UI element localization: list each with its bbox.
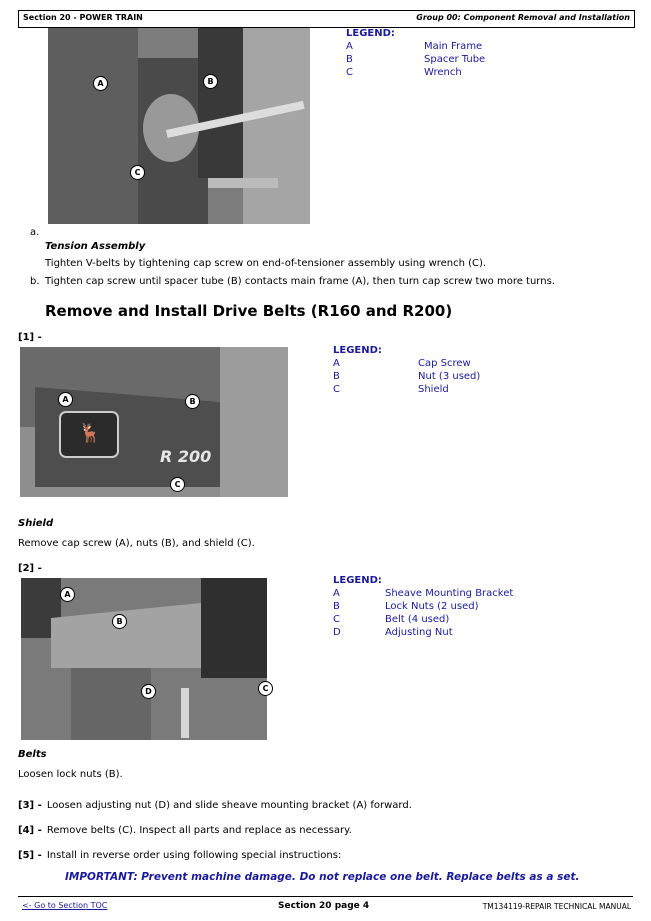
legend-key-3c: C (333, 614, 340, 625)
step-5-text: Install in reverse order using following special instructions: (46, 850, 342, 861)
step-3 (18, 793, 412, 812)
callout-d: D (141, 684, 156, 699)
step-5 (18, 843, 341, 862)
step-1-label: [1] - (18, 332, 42, 343)
callout-c: C (170, 477, 185, 492)
step-5-number: [5] - (18, 850, 42, 861)
legend-label-1b: Spacer Tube (424, 54, 486, 65)
section-heading: Remove and Install Drive Belts (R160 and R200) (45, 302, 453, 320)
important-note: IMPORTANT: Prevent machine damage. Do not replace one belt. Replace belts as a set. (65, 871, 580, 883)
section-toc-link[interactable]: <- Go to Section TOC (22, 901, 108, 910)
callout-b: B (185, 394, 200, 409)
tension-assembly-text: Tighten V-belts by tightening cap screw on end-of-tensioner assembly using wrench (C). (45, 258, 487, 269)
legend-key-3a: A (333, 588, 340, 599)
callout-b: B (112, 614, 127, 629)
tension-assembly-illustration (48, 28, 310, 224)
tension-assembly-photo (48, 28, 310, 224)
section-title: Section 20 - POWER TRAIN (23, 13, 143, 22)
step-4-text: Remove belts (C). Inspect all parts and replace as necessary. (46, 825, 352, 836)
footer-rule (18, 896, 633, 897)
legend-key-3b: B (333, 601, 340, 612)
deer-logo-icon: 🦌 (78, 423, 102, 444)
step-3-number: [3] - (18, 800, 42, 811)
legend-label-1c: Wrench (424, 67, 462, 78)
model-badge: R 200 (160, 447, 212, 466)
legend-key-2c: C (333, 384, 340, 395)
callout-c: C (130, 165, 145, 180)
belts-photo (21, 578, 267, 740)
group-title: Group 00: Component Removal and Installation (416, 13, 630, 22)
legend-label-3a: Sheave Mounting Bracket (385, 588, 514, 599)
step-2-label: [2] - (18, 563, 42, 574)
footer-page-number: Section 20 page 4 (278, 901, 370, 911)
callout-b: B (203, 74, 218, 89)
tension-assembly-title: Tension Assembly (45, 241, 146, 252)
legend-key-3d: D (333, 627, 341, 638)
step-a-marker: a. (30, 227, 40, 238)
belts-text: Loosen lock nuts (B). (18, 769, 123, 780)
shield-illustration (20, 347, 288, 497)
step-b-text: Tighten cap screw until spacer tube (B) contacts main frame (A), then turn cap screw two more turns. (45, 276, 555, 287)
callout-a: A (60, 587, 75, 602)
legend-title-1: LEGEND: (346, 28, 395, 39)
legend-key-1c: C (346, 67, 353, 78)
legend-title-3: LEGEND: (333, 575, 382, 586)
belts-title: Belts (18, 749, 47, 760)
callout-a: A (93, 76, 108, 91)
callout-c: C (258, 681, 273, 696)
legend-key-1b: B (346, 54, 353, 65)
step-b-marker: b. (30, 276, 40, 287)
legend-key-2a: A (333, 358, 340, 369)
legend-label-1a: Main Frame (424, 41, 483, 52)
step-3-text: Loosen adjusting nut (D) and slide sheave mounting bracket (A) forward. (46, 800, 412, 811)
callout-a: A (58, 392, 73, 407)
legend-label-2c: Shield (418, 384, 449, 395)
legend-label-2b: Nut (3 used) (418, 371, 481, 382)
legend-label-3d: Adjusting Nut (385, 627, 453, 638)
legend-key-2b: B (333, 371, 340, 382)
belts-illustration (21, 578, 267, 740)
legend-label-2a: Cap Screw (418, 358, 471, 369)
step-4 (18, 818, 352, 837)
shield-title: Shield (18, 518, 54, 529)
footer-manual-id: TM134119-REPAIR TECHNICAL MANUAL (482, 902, 631, 911)
legend-label-3c: Belt (4 used) (385, 614, 450, 625)
legend-label-3b: Lock Nuts (2 used) (385, 601, 479, 612)
step-4-number: [4] - (18, 825, 42, 836)
legend-key-1a: A (346, 41, 353, 52)
legend-title-2: LEGEND: (333, 345, 382, 356)
shield-text: Remove cap screw (A), nuts (B), and shield (C). (18, 538, 255, 549)
shield-photo (20, 347, 288, 497)
page-header (18, 10, 635, 28)
